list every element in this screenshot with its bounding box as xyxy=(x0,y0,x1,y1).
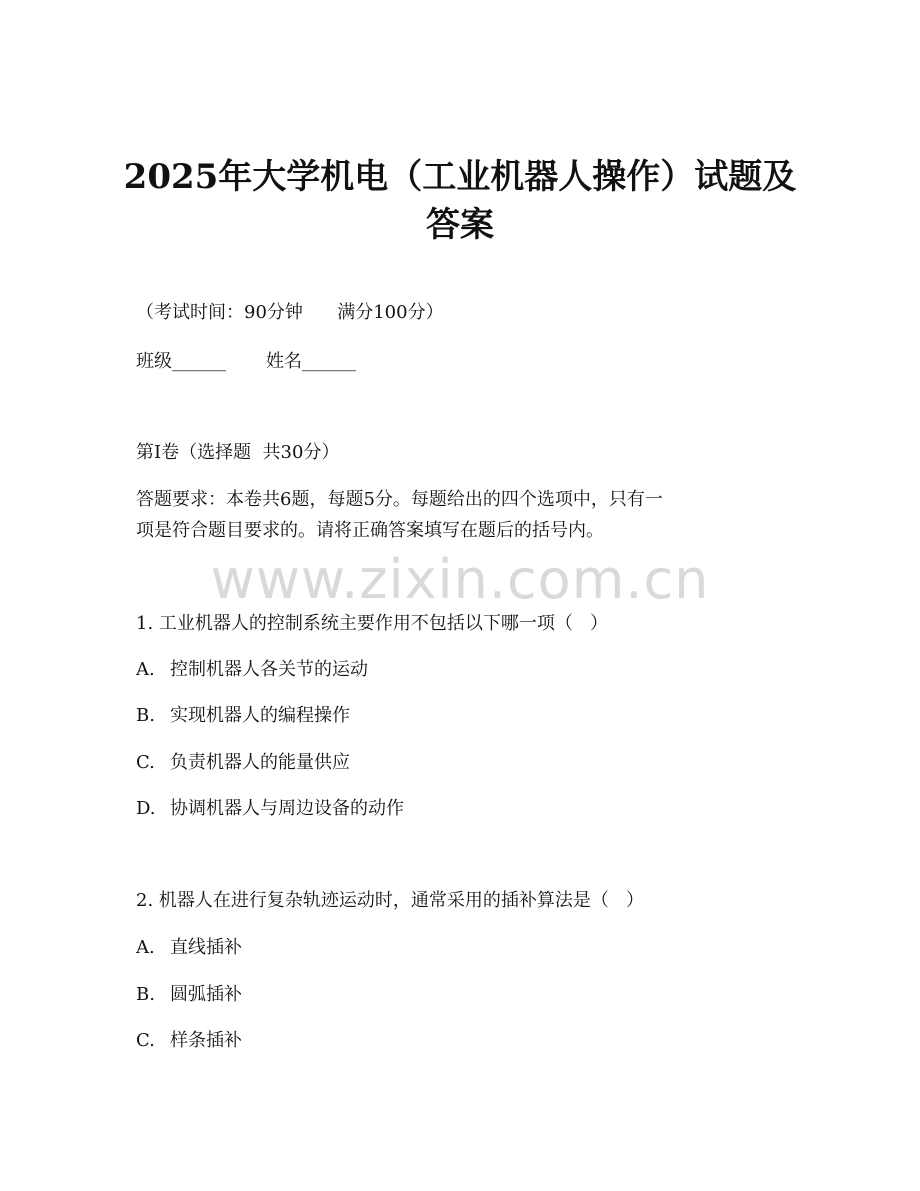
question-2-option-b xyxy=(136,984,242,1006)
question-2-option-a xyxy=(136,937,242,959)
class-name-line: 班级______ 姓名______ xyxy=(136,351,357,372)
option-letter: D. xyxy=(136,798,156,819)
option-letter: B. xyxy=(136,705,155,726)
section-heading: 第I卷（选择题 共30分） xyxy=(136,442,340,463)
option-text: 样条插补 xyxy=(170,1030,242,1051)
option-letter: C. xyxy=(136,752,155,773)
option-letter: A. xyxy=(136,937,155,958)
option-text: 直线插补 xyxy=(170,937,242,958)
question-1-option-a xyxy=(136,659,368,681)
option-text: 控制机器人各关节的运动 xyxy=(170,659,368,680)
exam-info: （考试时间：90分钟 满分100分） xyxy=(136,302,444,323)
document-title-line-2: 答案 xyxy=(426,205,494,245)
option-text: 圆弧插补 xyxy=(170,984,242,1005)
question-1-option-b xyxy=(136,705,350,727)
question-1-option-c xyxy=(136,752,350,774)
option-text: 实现机器人的编程操作 xyxy=(170,705,350,726)
option-text: 负责机器人的能量供应 xyxy=(170,752,350,773)
question-1-stem: 1. 工业机器人的控制系统主要作用不包括以下哪一项（ ） xyxy=(136,613,609,634)
option-letter: A. xyxy=(136,659,155,680)
document-title-line-1: 2025年大学机电（工业机器人操作）试题及 xyxy=(123,157,797,197)
option-text: 协调机器人与周边设备的动作 xyxy=(170,798,404,819)
instructions-line-1: 答题要求：本卷共6题，每题5分。每题给出的四个选项中，只有一 xyxy=(136,489,663,510)
question-1-option-d xyxy=(136,798,404,820)
option-letter: B. xyxy=(136,984,155,1005)
option-letter: C. xyxy=(136,1030,155,1051)
watermark: www.zixin.com.cn xyxy=(210,548,710,611)
question-2-option-c xyxy=(136,1030,242,1052)
instructions-line-2: 项是符合题目要求的。请将正确答案填写在题后的括号内。 xyxy=(136,520,604,541)
question-2-stem: 2. 机器人在进行复杂轨迹运动时，通常采用的插补算法是（ ） xyxy=(136,890,645,911)
